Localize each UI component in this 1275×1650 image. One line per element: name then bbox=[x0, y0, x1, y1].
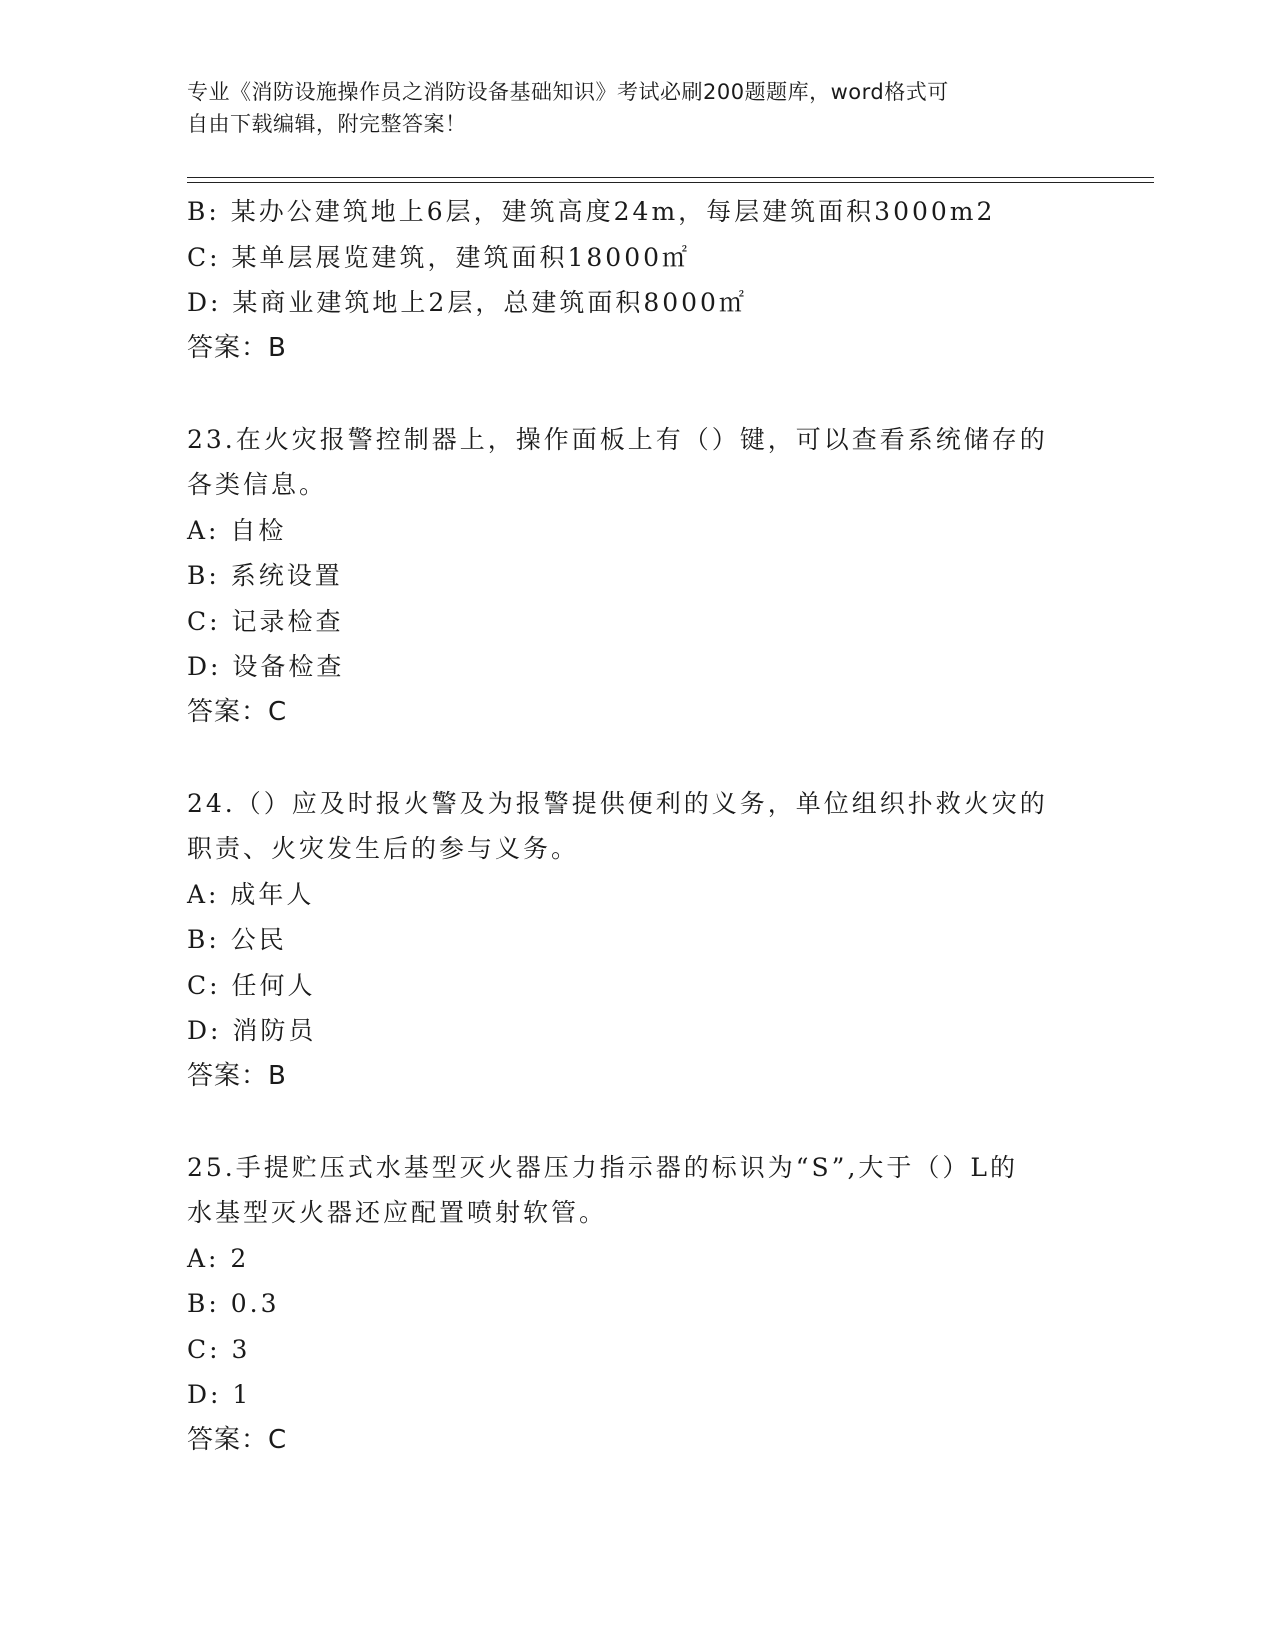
question-stem-line-2: 职责、火灾发生后的参与义务。 bbox=[187, 834, 580, 863]
option-c: C: 3 bbox=[187, 1334, 251, 1364]
header-line-1: 专业《消防设施操作员之消防设备基础知识》考试必刷200题题库，word格式可 bbox=[187, 80, 949, 104]
question-22-continued bbox=[187, 189, 1087, 371]
option-d: D: 某商业建筑地上2层，总建筑面积8000㎡ bbox=[187, 288, 747, 317]
option-d: D: 1 bbox=[187, 1380, 252, 1409]
document-header bbox=[187, 76, 1067, 140]
option-b: B: 公民 bbox=[187, 925, 287, 954]
option-d: D: 消防员 bbox=[187, 1016, 317, 1045]
question-list bbox=[187, 189, 1087, 1463]
header-divider-bottom bbox=[187, 182, 1154, 183]
question-23 bbox=[187, 417, 1087, 736]
answer-line: 答案：C bbox=[187, 696, 288, 727]
option-a: A: 2 bbox=[187, 1243, 250, 1273]
answer-line: 答案：B bbox=[187, 332, 287, 363]
header-line-2: 自由下载编辑，附完整答案！ bbox=[187, 112, 467, 136]
question-24 bbox=[187, 781, 1087, 1100]
option-b: B: 某办公建筑地上6层，建筑高度24m，每层建筑面积3000m2 bbox=[187, 197, 996, 226]
option-c: C: 记录检查 bbox=[187, 606, 344, 636]
question-stem-line-2: 水基型灭火器还应配置喷射软管。 bbox=[187, 1198, 608, 1227]
question-stem-line-1: 25.手提贮压式水基型灭火器压力指示器的标识为“S”,大于（）L的 bbox=[187, 1152, 1018, 1182]
question-stem-line-1: 23.在火灾报警控制器上，操作面板上有（）键，可以查看系统储存的 bbox=[187, 424, 1048, 454]
option-a: A: 成年人 bbox=[187, 879, 315, 909]
answer-line: 答案：C bbox=[187, 1424, 288, 1455]
question-25 bbox=[187, 1145, 1087, 1464]
header-divider-top bbox=[187, 177, 1154, 178]
answer-line: 答案：B bbox=[187, 1060, 287, 1091]
option-d: D: 设备检查 bbox=[187, 652, 345, 681]
question-stem-line-1: 24.（）应及时报火警及为报警提供便利的义务，单位组织扑救火灾的 bbox=[187, 788, 1048, 818]
option-c: C: 某单层展览建筑，建筑面积18000㎡ bbox=[187, 242, 691, 272]
option-c: C: 任何人 bbox=[187, 970, 316, 1000]
option-b: B: 系统设置 bbox=[187, 561, 343, 590]
option-a: A: 自检 bbox=[187, 515, 287, 545]
question-stem-line-2: 各类信息。 bbox=[187, 470, 328, 499]
option-b: B: 0.3 bbox=[187, 1289, 280, 1318]
